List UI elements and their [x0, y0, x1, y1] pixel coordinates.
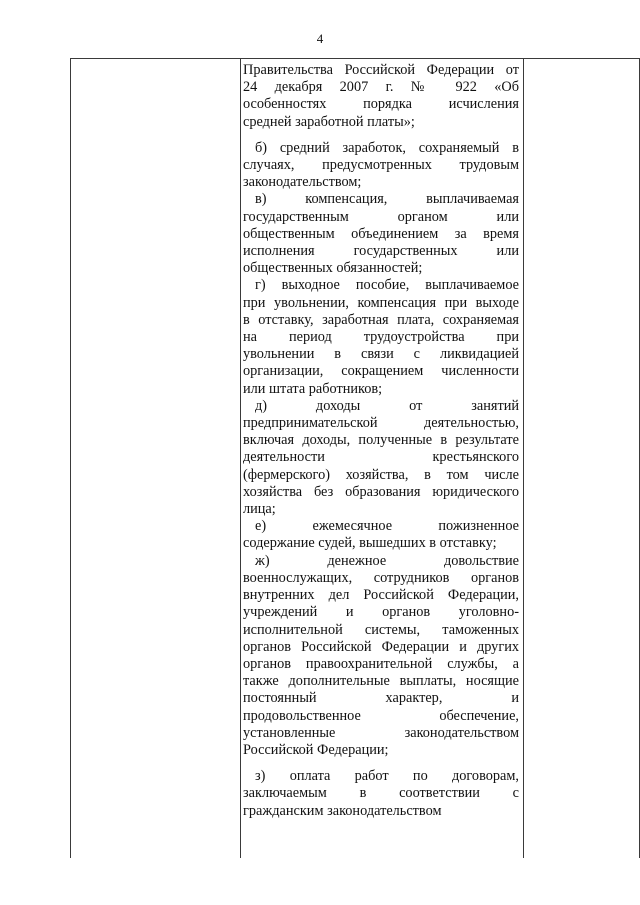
paragraph-pe	[243, 518, 519, 552]
text-line: в) компенсация, выплачиваемая	[255, 191, 519, 208]
text-line: заключаемым в соответствии с	[243, 785, 519, 802]
text-line: постоянный характер, и	[243, 690, 519, 707]
text-line: на период трудоустройства при	[243, 329, 519, 346]
document-table	[70, 58, 640, 858]
paragraph-pd	[243, 398, 519, 518]
text-line: также дополнительные выплаты, носящие	[243, 673, 519, 690]
paragraph-pb	[243, 140, 519, 192]
text-line: хозяйства без образования юридического	[243, 483, 519, 500]
text-line: средней заработной платы»;	[243, 113, 415, 130]
text-line: исполнительной системы, таможенных	[243, 621, 519, 638]
text-line: содержание судей, вышедших в отставку;	[243, 535, 497, 552]
table-cell-text	[243, 62, 519, 820]
text-line: предпринимательской деятельностью,	[243, 415, 519, 432]
text-line: исполнения государственных или	[243, 243, 519, 260]
paragraph-pz	[243, 768, 519, 820]
table-column-border-1	[70, 58, 71, 858]
text-line: или штата работников;	[243, 380, 383, 397]
paragraph-pv	[243, 191, 519, 277]
text-line: внутренних дел Российской Федерации,	[243, 587, 519, 604]
text-line: б) средний заработок, сохраняемый в	[255, 139, 519, 156]
text-line: учреждений и органов уголовно-	[243, 604, 519, 621]
text-line: д) доходы от занятий	[255, 397, 519, 414]
text-line: случаях, предусмотренных трудовым	[243, 157, 519, 174]
text-line: гражданским законодательством	[243, 802, 442, 819]
text-line: органов Российской Федерации и других	[243, 638, 519, 655]
text-line: законодательством;	[243, 174, 362, 191]
text-line: в отставку, заработная плата, сохраняемая	[243, 311, 519, 328]
page-number: 4	[316, 31, 324, 46]
text-line: е) ежемесячное пожизненное	[255, 518, 519, 535]
paragraph-pg	[243, 277, 519, 397]
text-line: органов правоохранительной службы, а	[243, 655, 519, 672]
text-line: государственным органом или	[243, 208, 519, 225]
table-top-border	[70, 58, 640, 59]
text-line: 24 декабря 2007 г. № 922 «Об	[243, 79, 519, 96]
text-line: продовольственное обеспечение,	[243, 707, 519, 724]
text-line: Правительства Российской Федерации от	[243, 62, 519, 78]
paragraph-p0	[243, 62, 519, 131]
table-column-border-2	[240, 58, 241, 858]
text-line: деятельности крестьянского	[243, 449, 519, 466]
paragraph-pzh	[243, 553, 519, 759]
text-line: увольнении в связи с ликвидацией	[243, 346, 519, 363]
text-line: з) оплата работ по договорам,	[255, 768, 519, 785]
text-line: лица;	[243, 501, 276, 518]
text-line: включая доходы, полученные в результате	[243, 432, 519, 449]
text-line: организации, сокращением численности	[243, 363, 519, 380]
text-line: ж) денежное довольствие	[255, 552, 519, 569]
text-line: особенностях порядка исчисления	[243, 96, 519, 113]
text-line: общественным объединением за время	[243, 225, 519, 242]
text-line: общественных обязанностей;	[243, 260, 423, 277]
text-line: при увольнении, компенсация при выходе	[243, 294, 519, 311]
text-line: военнослужащих, сотрудников органов	[243, 569, 519, 586]
text-line: г) выходное пособие, выплачиваемое	[255, 277, 519, 294]
text-line: Российской Федерации;	[243, 741, 389, 758]
text-line: установленные законодательством	[243, 724, 519, 741]
text-line: (фермерского) хозяйства, в том числе	[243, 466, 519, 483]
table-column-border-3	[523, 58, 524, 858]
